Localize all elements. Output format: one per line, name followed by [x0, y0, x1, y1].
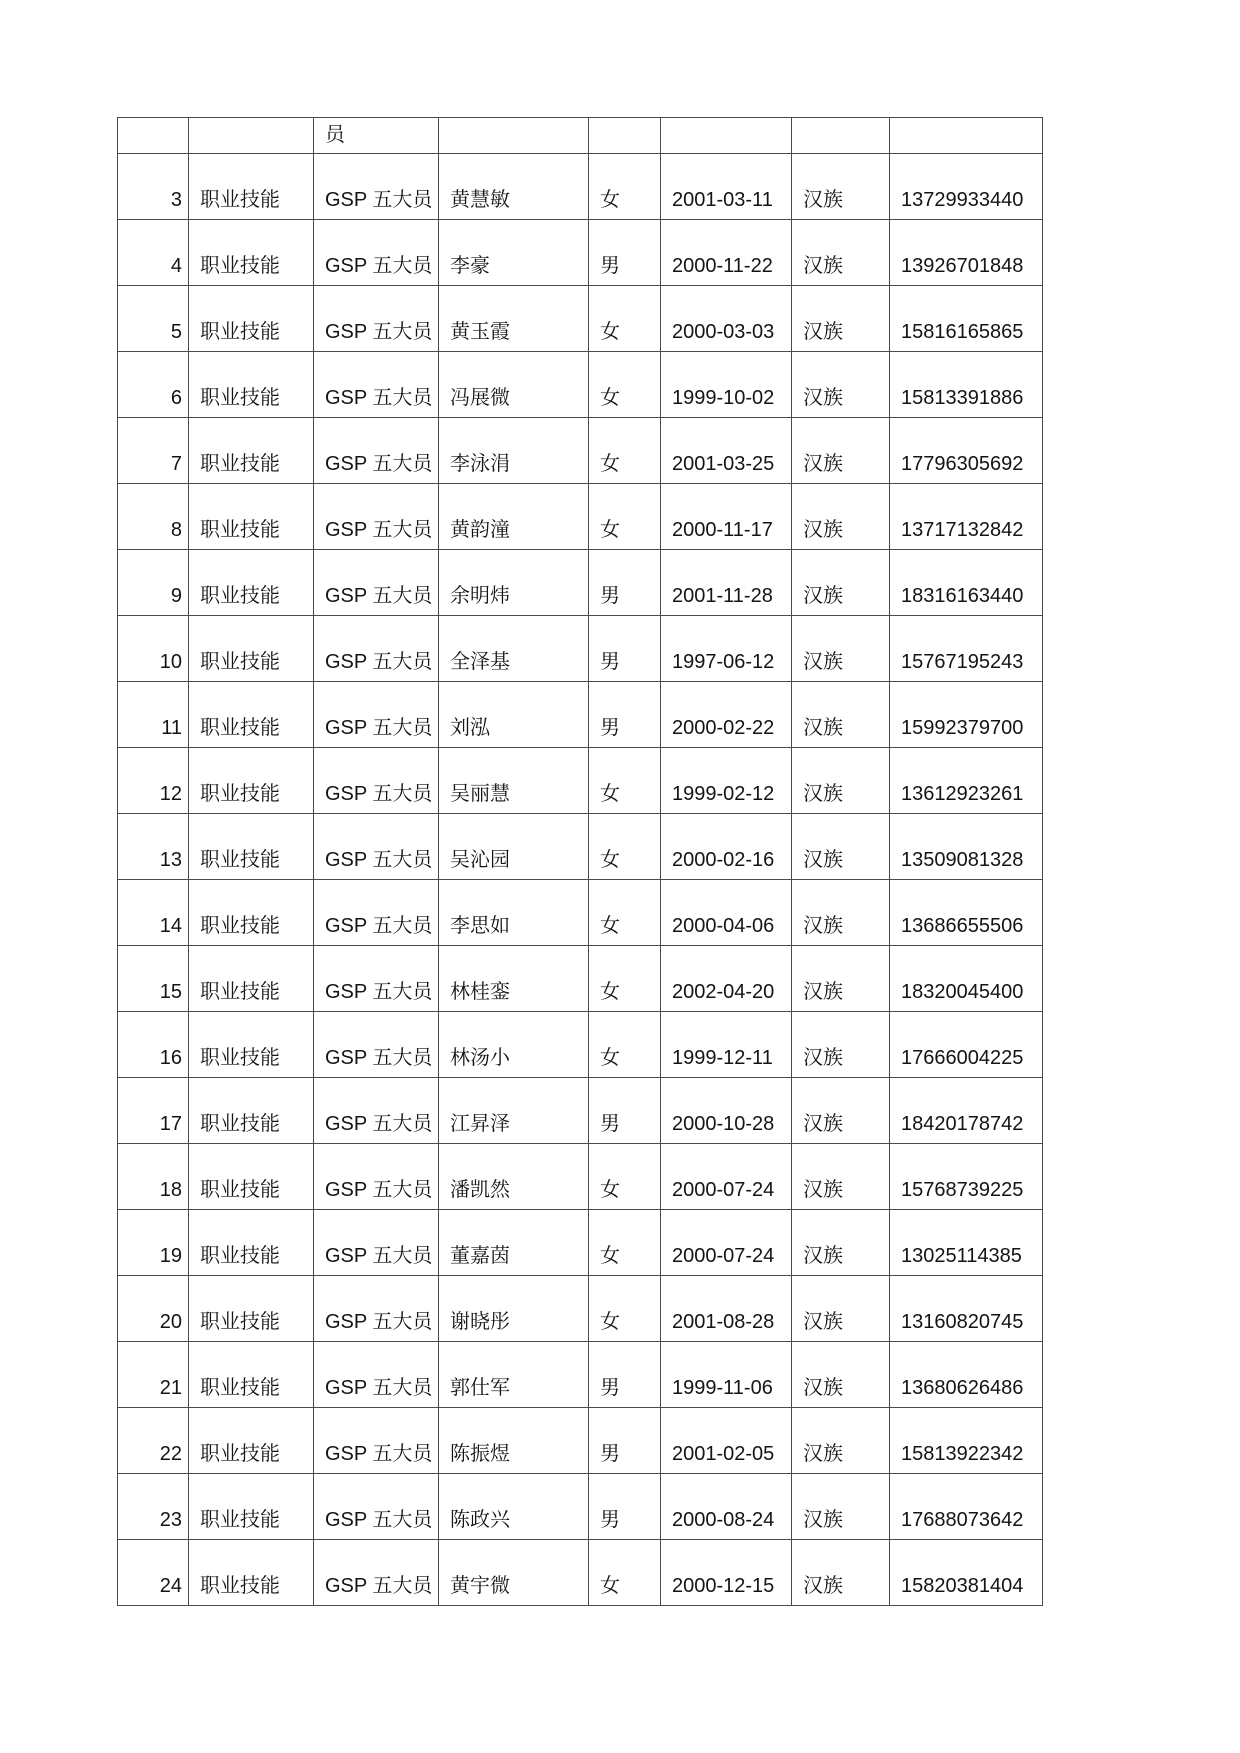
cell-name: [439, 118, 589, 154]
cell-ethnicity: 汉族: [792, 1078, 890, 1144]
cell-category: 职业技能: [189, 814, 314, 880]
cell-phone: 13729933440: [890, 154, 1043, 220]
table-row: [118, 1210, 1043, 1276]
cell-ethnicity: 汉族: [792, 814, 890, 880]
cell-name: 李思如: [439, 880, 589, 946]
cell-birth-date: 2000-02-16: [661, 814, 792, 880]
cell-ethnicity: 汉族: [792, 352, 890, 418]
cell-phone: 18420178742: [890, 1078, 1043, 1144]
cell-birth-date: 2000-02-22: [661, 682, 792, 748]
cell-qualification: GSP 五大员: [314, 220, 439, 286]
cell-qualification: GSP 五大员: [314, 1540, 439, 1606]
cell-category: 职业技能: [189, 1276, 314, 1342]
cell-gender: 女: [589, 484, 661, 550]
cell-no: 21: [118, 1342, 189, 1408]
cell-gender: [589, 118, 661, 154]
cell-name: 吴沁园: [439, 814, 589, 880]
cell-no: 18: [118, 1144, 189, 1210]
cell-phone: 15768739225: [890, 1144, 1043, 1210]
table-row: [118, 1342, 1043, 1408]
cell-qualification: GSP 五大员: [314, 814, 439, 880]
cell-gender: 男: [589, 550, 661, 616]
cell-birth-date: 2000-11-22: [661, 220, 792, 286]
cell-ethnicity: [792, 118, 890, 154]
cell-qualification-fragment: 员: [314, 118, 439, 154]
cell-gender: 女: [589, 946, 661, 1012]
cell-no: 12: [118, 748, 189, 814]
cell-category: 职业技能: [189, 682, 314, 748]
cell-category: 职业技能: [189, 1474, 314, 1540]
cell-birth-date: 2000-10-28: [661, 1078, 792, 1144]
cell-ethnicity: 汉族: [792, 946, 890, 1012]
cell-category: 职业技能: [189, 880, 314, 946]
table-row: [118, 1276, 1043, 1342]
cell-phone: 18316163440: [890, 550, 1043, 616]
cell-qualification: GSP 五大员: [314, 616, 439, 682]
cell-gender: 男: [589, 616, 661, 682]
table-row: [118, 682, 1043, 748]
table-row: [118, 814, 1043, 880]
cell-birth-date: 2000-11-17: [661, 484, 792, 550]
cell-ethnicity: 汉族: [792, 484, 890, 550]
cell-qualification: GSP 五大员: [314, 1078, 439, 1144]
table-row: [118, 880, 1043, 946]
cell-category: 职业技能: [189, 1540, 314, 1606]
cell-birth-date: [661, 118, 792, 154]
cell-name: 陈政兴: [439, 1474, 589, 1540]
cell-category: 职业技能: [189, 616, 314, 682]
cell-name: 潘凯然: [439, 1144, 589, 1210]
cell-gender: 女: [589, 880, 661, 946]
cell-birth-date: 2001-02-05: [661, 1408, 792, 1474]
cell-gender: 女: [589, 286, 661, 352]
cell-no: 20: [118, 1276, 189, 1342]
cell-name: 李豪: [439, 220, 589, 286]
cell-qualification: GSP 五大员: [314, 418, 439, 484]
table-row: [118, 286, 1043, 352]
cell-ethnicity: 汉族: [792, 1144, 890, 1210]
cell-birth-date: 2000-07-24: [661, 1210, 792, 1276]
cell-qualification: GSP 五大员: [314, 352, 439, 418]
cell-name: 林桂銮: [439, 946, 589, 1012]
cell-gender: 女: [589, 1210, 661, 1276]
cell-category: 职业技能: [189, 1210, 314, 1276]
cell-qualification: GSP 五大员: [314, 1210, 439, 1276]
cell-birth-date: 2000-03-03: [661, 286, 792, 352]
cell-category: 职业技能: [189, 418, 314, 484]
cell-name: 郭仕军: [439, 1342, 589, 1408]
cell-phone: 13509081328: [890, 814, 1043, 880]
cell-name: 江昇泽: [439, 1078, 589, 1144]
cell-phone: 15767195243: [890, 616, 1043, 682]
cell-no: 8: [118, 484, 189, 550]
table-row: [118, 418, 1043, 484]
cell-no: 17: [118, 1078, 189, 1144]
cell-name: 李泳涓: [439, 418, 589, 484]
cell-birth-date: 1997-06-12: [661, 616, 792, 682]
cell-ethnicity: 汉族: [792, 1474, 890, 1540]
cell-category: 职业技能: [189, 1078, 314, 1144]
cell-no: 23: [118, 1474, 189, 1540]
cell-gender: 女: [589, 154, 661, 220]
cell-no: 16: [118, 1012, 189, 1078]
cell-qualification: GSP 五大员: [314, 1342, 439, 1408]
table-row: [118, 1144, 1043, 1210]
cell-gender: 男: [589, 1474, 661, 1540]
cell-qualification: GSP 五大员: [314, 1474, 439, 1540]
cell-gender: 女: [589, 1540, 661, 1606]
cell-phone: 18320045400: [890, 946, 1043, 1012]
cell-qualification: GSP 五大员: [314, 880, 439, 946]
cell-birth-date: 1999-02-12: [661, 748, 792, 814]
cell-phone: [890, 118, 1043, 154]
cell-birth-date: 2000-08-24: [661, 1474, 792, 1540]
cell-qualification: GSP 五大员: [314, 484, 439, 550]
table-row: [118, 1540, 1043, 1606]
table-row: [118, 484, 1043, 550]
table-row: [118, 550, 1043, 616]
cell-ethnicity: 汉族: [792, 1012, 890, 1078]
cell-category: 职业技能: [189, 220, 314, 286]
cell-phone: 17666004225: [890, 1012, 1043, 1078]
cell-gender: 男: [589, 1342, 661, 1408]
table-row: [118, 1078, 1043, 1144]
cell-no: 5: [118, 286, 189, 352]
cell-qualification: GSP 五大员: [314, 1276, 439, 1342]
table-row: [118, 154, 1043, 220]
cell-ethnicity: 汉族: [792, 616, 890, 682]
cell-name: 黄韵潼: [439, 484, 589, 550]
table-row: [118, 946, 1043, 1012]
cell-phone: 15816165865: [890, 286, 1043, 352]
cell-birth-date: 2001-03-11: [661, 154, 792, 220]
cell-phone: 13926701848: [890, 220, 1043, 286]
cell-category: 职业技能: [189, 946, 314, 1012]
cell-no: 4: [118, 220, 189, 286]
cell-birth-date: 2001-03-25: [661, 418, 792, 484]
cell-name: 全泽基: [439, 616, 589, 682]
cell-phone: 13612923261: [890, 748, 1043, 814]
cell-no: 19: [118, 1210, 189, 1276]
cell-no: 13: [118, 814, 189, 880]
cell-gender: 女: [589, 748, 661, 814]
cell-phone: 17688073642: [890, 1474, 1043, 1540]
cell-ethnicity: 汉族: [792, 1342, 890, 1408]
cell-category: 职业技能: [189, 550, 314, 616]
table-row: [118, 352, 1043, 418]
cell-name: 陈振煜: [439, 1408, 589, 1474]
cell-category: 职业技能: [189, 1408, 314, 1474]
cell-name: 谢晓彤: [439, 1276, 589, 1342]
cell-category: 职业技能: [189, 352, 314, 418]
cell-qualification: GSP 五大员: [314, 1408, 439, 1474]
cell-ethnicity: 汉族: [792, 418, 890, 484]
cell-phone: 13717132842: [890, 484, 1043, 550]
cell-no: 10: [118, 616, 189, 682]
cell-phone: 13686655506: [890, 880, 1043, 946]
cell-no: 11: [118, 682, 189, 748]
cell-ethnicity: 汉族: [792, 550, 890, 616]
cell-ethnicity: 汉族: [792, 748, 890, 814]
cell-phone: 13680626486: [890, 1342, 1043, 1408]
cell-ethnicity: 汉族: [792, 682, 890, 748]
cell-no: [118, 118, 189, 154]
cell-birth-date: 2001-11-28: [661, 550, 792, 616]
cell-qualification: GSP 五大员: [314, 682, 439, 748]
cell-gender: 女: [589, 1144, 661, 1210]
cell-category: [189, 118, 314, 154]
cell-gender: 女: [589, 1012, 661, 1078]
cell-no: 15: [118, 946, 189, 1012]
cell-phone: 15813391886: [890, 352, 1043, 418]
cell-gender: 男: [589, 682, 661, 748]
cell-no: 3: [118, 154, 189, 220]
cell-qualification: GSP 五大员: [314, 550, 439, 616]
cell-phone: 13025114385: [890, 1210, 1043, 1276]
cell-no: 24: [118, 1540, 189, 1606]
table-row: [118, 1012, 1043, 1078]
table-row: [118, 616, 1043, 682]
cell-name: 黄玉霞: [439, 286, 589, 352]
cell-qualification: GSP 五大员: [314, 154, 439, 220]
cell-birth-date: 2001-08-28: [661, 1276, 792, 1342]
table-row: [118, 1408, 1043, 1474]
cell-phone: 15820381404: [890, 1540, 1043, 1606]
cell-ethnicity: 汉族: [792, 1540, 890, 1606]
cell-qualification: GSP 五大员: [314, 1144, 439, 1210]
cell-no: 9: [118, 550, 189, 616]
cell-ethnicity: 汉族: [792, 1210, 890, 1276]
cell-ethnicity: 汉族: [792, 880, 890, 946]
cell-gender: 女: [589, 814, 661, 880]
cell-qualification: GSP 五大员: [314, 1012, 439, 1078]
cell-birth-date: 1999-11-06: [661, 1342, 792, 1408]
cell-name: 余明炜: [439, 550, 589, 616]
cell-category: 职业技能: [189, 1342, 314, 1408]
cell-qualification: GSP 五大员: [314, 946, 439, 1012]
cell-no: 7: [118, 418, 189, 484]
cell-gender: 男: [589, 220, 661, 286]
cell-ethnicity: 汉族: [792, 1408, 890, 1474]
cell-category: 职业技能: [189, 1144, 314, 1210]
cell-no: 6: [118, 352, 189, 418]
cell-ethnicity: 汉族: [792, 1276, 890, 1342]
table-row: [118, 748, 1043, 814]
cell-ethnicity: 汉族: [792, 286, 890, 352]
cell-name: 黄宇微: [439, 1540, 589, 1606]
cell-birth-date: 2000-12-15: [661, 1540, 792, 1606]
cell-phone: 15813922342: [890, 1408, 1043, 1474]
cell-name: 黄慧敏: [439, 154, 589, 220]
cell-birth-date: 2000-04-06: [661, 880, 792, 946]
cell-qualification: GSP 五大员: [314, 286, 439, 352]
cell-category: 职业技能: [189, 154, 314, 220]
cell-qualification: GSP 五大员: [314, 748, 439, 814]
cell-name: 刘泓: [439, 682, 589, 748]
cell-phone: 13160820745: [890, 1276, 1043, 1342]
cell-name: 董嘉茵: [439, 1210, 589, 1276]
table-row: [118, 1474, 1043, 1540]
cell-birth-date: 1999-10-02: [661, 352, 792, 418]
cell-no: 14: [118, 880, 189, 946]
cell-phone: 15992379700: [890, 682, 1043, 748]
cell-birth-date: 2002-04-20: [661, 946, 792, 1012]
cell-name: 林汤小: [439, 1012, 589, 1078]
cell-gender: 男: [589, 1078, 661, 1144]
cell-gender: 女: [589, 1276, 661, 1342]
cell-category: 职业技能: [189, 484, 314, 550]
cell-gender: 女: [589, 418, 661, 484]
cell-birth-date: 2000-07-24: [661, 1144, 792, 1210]
cell-gender: 男: [589, 1408, 661, 1474]
table-row-carryover: [118, 118, 1043, 154]
cell-birth-date: 1999-12-11: [661, 1012, 792, 1078]
cell-ethnicity: 汉族: [792, 154, 890, 220]
cell-category: 职业技能: [189, 286, 314, 352]
cell-category: 职业技能: [189, 748, 314, 814]
cell-category: 职业技能: [189, 1012, 314, 1078]
cell-name: 吴丽慧: [439, 748, 589, 814]
personnel-table: [117, 117, 1043, 1606]
cell-gender: 女: [589, 352, 661, 418]
cell-phone: 17796305692: [890, 418, 1043, 484]
cell-ethnicity: 汉族: [792, 220, 890, 286]
cell-no: 22: [118, 1408, 189, 1474]
cell-name: 冯展微: [439, 352, 589, 418]
table-row: [118, 220, 1043, 286]
